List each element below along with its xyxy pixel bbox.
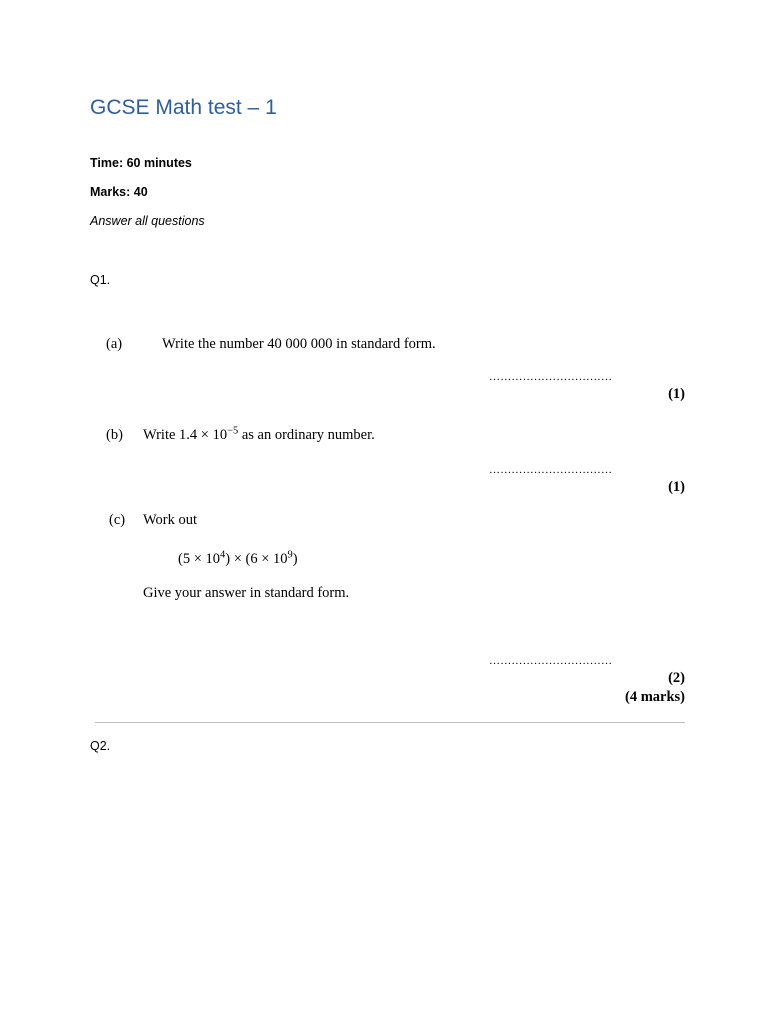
instructions: Answer all questions xyxy=(90,214,205,228)
expr-exponent-2: 9 xyxy=(287,549,293,561)
part-c-question: Work out xyxy=(143,512,198,528)
expr-part-1: (5 × 10 xyxy=(178,551,221,567)
part-b-marks: (1) xyxy=(668,479,685,495)
expr-part-3: ) xyxy=(292,551,298,567)
part-b-exponent: −5 xyxy=(227,425,239,437)
part-c-instruction: Give your answer in standard form. xyxy=(143,585,350,601)
part-b-answer-line[interactable]: …………………………… xyxy=(489,464,613,476)
expr-exponent-1: 4 xyxy=(220,549,226,561)
section-divider xyxy=(95,722,685,723)
part-c-marks: (2) xyxy=(668,670,685,686)
time-limit: Time: 60 minutes xyxy=(90,156,192,170)
page-title: GCSE Math test – 1 xyxy=(90,96,277,119)
expr-part-2: ) × (6 × 10 xyxy=(225,551,288,567)
part-b-text-before: Write 1.4 × 10 xyxy=(143,427,228,443)
part-a-marks: (1) xyxy=(668,386,685,402)
part-c-label: (c) xyxy=(109,512,126,528)
part-c-answer-line[interactable]: …………………………… xyxy=(489,655,613,667)
part-a-question: Write the number 40 000 000 in standard form. xyxy=(162,336,436,352)
part-b-question xyxy=(143,427,375,444)
part-c-expression xyxy=(178,551,298,568)
question-2-number: Q2. xyxy=(90,739,111,753)
part-b-label: (b) xyxy=(106,427,123,443)
question-1-total-marks: (4 marks) xyxy=(624,689,685,705)
question-1-number: Q1. xyxy=(90,273,111,287)
total-marks: Marks: 40 xyxy=(90,185,148,199)
part-b-text-after: as an ordinary number. xyxy=(238,427,375,443)
part-a-answer-line[interactable]: …………………………… xyxy=(489,371,613,383)
part-a-label: (a) xyxy=(106,336,123,352)
